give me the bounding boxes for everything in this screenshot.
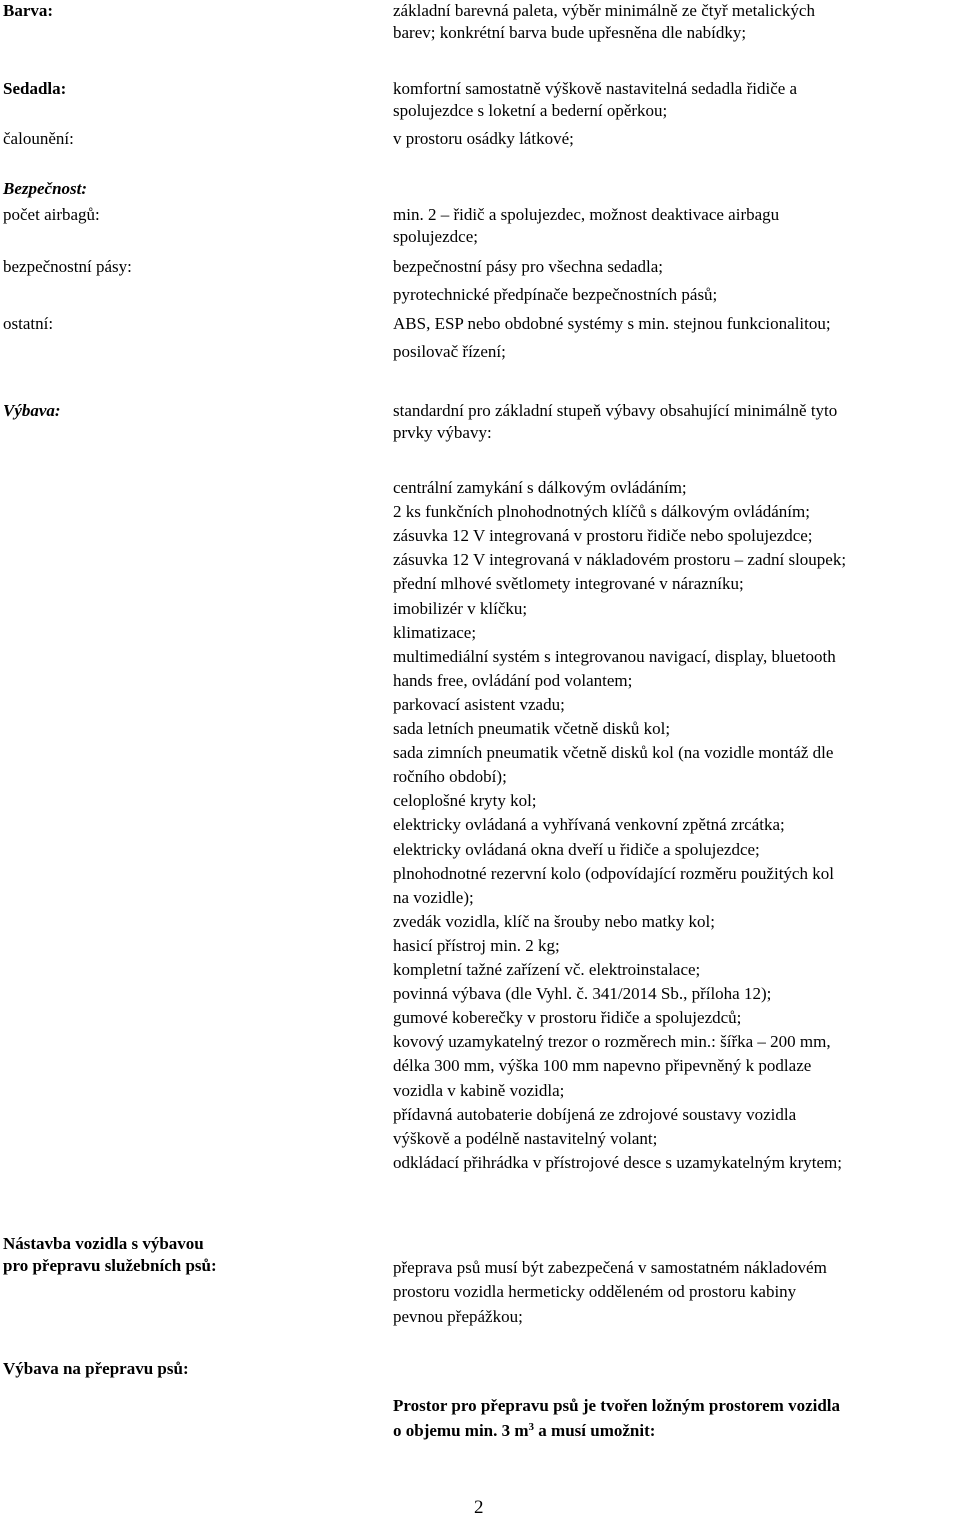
vybava-item: hands free, ovládání pod volantem; <box>393 670 633 690</box>
vybava-item: 2 ks funkčních plnohodnotných klíčů s dálkovým ovládáním; <box>393 502 810 522</box>
vybava-item: hasicí přístroj min. 2 kg; <box>393 935 560 955</box>
bezpecnost-heading: Bezpečnost: <box>3 179 88 198</box>
barva-line: barev; konkrétní barva bude upřesněna dle nabídky; <box>393 23 747 42</box>
vybava-item: povinná výbava (dle Vyhl. č. 341/2014 Sb., příloha 12); <box>393 984 772 1004</box>
vybava-item: odkládací přihrádka v přístrojové desce s uzamykatelným krytem; <box>393 1152 842 1172</box>
vybava-item: zvedák vozidla, klíč na šrouby nebo matky kol; <box>393 911 715 931</box>
belts-line: bezpečnostní pásy pro všechna sedadla; <box>393 257 664 276</box>
airbags-line: min. 2 – řidič a spolujezdec, možnost deaktivace airbagu <box>393 205 780 224</box>
airbags-line: spolujezdce; <box>393 227 478 246</box>
belts-line: pyrotechnické předpínače bezpečnostních pásů; <box>393 285 718 304</box>
vybava-item: na vozidle); <box>393 887 474 907</box>
vybava-psu-line <box>393 1420 655 1442</box>
page-number: 2 <box>474 1497 484 1518</box>
vybava-item: délka 300 mm, výška 100 mm napevno připevněný k podlaze <box>393 1056 812 1076</box>
sedadla-line: komfortní samostatně výškově nastavitelná sedadla řidiče a <box>393 79 798 98</box>
vybava-item: centrální zamykání s dálkovým ovládáním; <box>393 478 687 497</box>
vybava-label: Výbava: <box>3 401 61 420</box>
other-line: ABS, ESP nebo obdobné systémy s min. stejnou funkcionalitou; <box>393 314 831 333</box>
nastavba-line: přeprava psů musí být zabezpečená v samostatném nákladovém <box>393 1258 827 1277</box>
calouneni-label: čalounění: <box>3 129 74 148</box>
vybava-item: výškově a podélně nastavitelný volant; <box>393 1128 658 1148</box>
sedadla-label: Sedadla: <box>3 79 67 98</box>
calouneni-value: v prostoru osádky látkové; <box>393 129 574 148</box>
vybava-item: gumové koberečky v prostoru řidiče a spolujezdců; <box>393 1008 742 1028</box>
vybava-item: vozidla v kabině vozidla; <box>393 1080 565 1100</box>
vybava-item: ročního období); <box>393 767 507 787</box>
superscript-3: 3 <box>528 1421 535 1433</box>
vybava-psu-line: Prostor pro přepravu psů je tvořen ložným prostorem vozidla <box>393 1396 841 1415</box>
vybava-intro: prvky výbavy: <box>393 423 492 442</box>
vybava-item: sada letních pneumatik včetně disků kol; <box>393 719 671 738</box>
vybava-psu-text: o objemu min. 3 m <box>393 1421 529 1440</box>
vybava-item: přední mlhové světlomety integrované v nárazníku; <box>393 574 744 594</box>
nastavba-label: Nástavba vozidla s výbavou <box>3 1234 204 1253</box>
vybava-psu-label: Výbava na přepravu psů: <box>3 1359 189 1378</box>
barva-label: Barva: <box>3 1 54 20</box>
vybava-item: elektricky ovládaná okna dveří u řidiče a spolujezdce; <box>393 839 760 859</box>
airbags-label: počet airbagů: <box>3 205 100 224</box>
barva-line: základní barevná paleta, výběr minimálně ze čtyř metalických <box>393 1 815 20</box>
vybava-item: elektricky ovládaná a vyhřívaná venkovní zpětná zrcátka; <box>393 815 785 835</box>
vybava-item: imobilizér v klíčku; <box>393 598 528 618</box>
vybava-item: zásuvka 12 V integrovaná v prostoru řidiče nebo spolujezdce; <box>393 526 813 546</box>
nastavba-line: pevnou přepážkou; <box>393 1307 523 1326</box>
vybava-item: kompletní tažné zařízení vč. elektroinstalace; <box>393 960 701 979</box>
vybava-intro: standardní pro základní stupeň výbavy obsahující minimálně tyto <box>393 401 838 420</box>
vybava-item: kovový uzamykatelný trezor o rozměrech min.: šířka – 200 mm, <box>393 1032 831 1052</box>
belts-label: bezpečnostní pásy: <box>3 257 132 276</box>
vybava-item: zásuvka 12 V integrovaná v nákladovém prostoru – zadní sloupek; <box>393 550 847 570</box>
vybava-item: multimediální systém s integrovanou navigací, display, bluetooth <box>393 646 836 666</box>
vybava-psu-text: a musí umožnit: <box>534 1421 656 1440</box>
sedadla-line: spolujezdce s loketní a bederní opěrkou; <box>393 101 668 120</box>
vybava-item: celoplošné kryty kol; <box>393 791 537 811</box>
nastavba-label: pro přepravu služebních psů: <box>3 1256 217 1275</box>
vybava-item: plnohodnotné rezervní kolo (odpovídající rozměru použitých kol <box>393 863 834 883</box>
vybava-item: přídavná autobaterie dobíjená ze zdrojové soustavy vozidla <box>393 1104 797 1124</box>
vybava-item: parkovací asistent vzadu; <box>393 694 565 714</box>
other-line: posilovač řízení; <box>393 342 506 361</box>
vybava-item: sada zimních pneumatik včetně disků kol (na vozidle montáž dle <box>393 743 834 763</box>
other-label: ostatní: <box>3 314 54 333</box>
nastavba-line: prostoru vozidla hermeticky odděleném od prostoru kabiny <box>393 1282 797 1301</box>
vybava-item: klimatizace; <box>393 622 477 642</box>
